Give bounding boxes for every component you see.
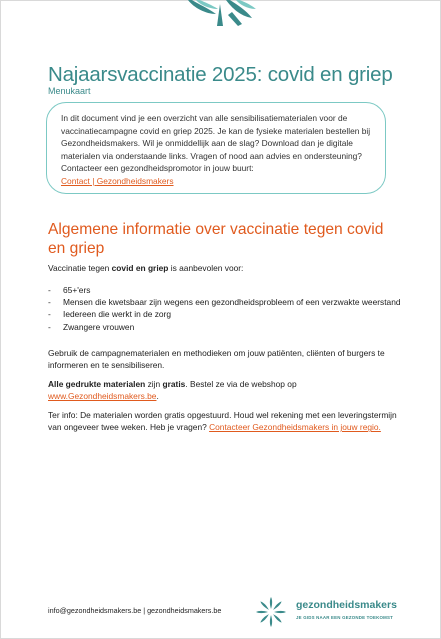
intro-box	[46, 102, 386, 194]
info-text: Ter info: De materialen worden gratis opgestuurd. Houd wel rekening met een leveringstermijn van ongeveer twee weken. Heb je vragen?	[48, 410, 397, 433]
brand-leaves-icon	[170, 0, 270, 28]
list-item	[48, 284, 408, 296]
bullet-dash: -	[48, 297, 51, 308]
contact-region-link[interactable]: Contacteer Gezondheidsmakers in jouw regio.	[209, 422, 381, 433]
gezondheidsmakers-link[interactable]: Gezondheidsmakers	[96, 175, 174, 186]
usage-paragraph	[48, 347, 408, 371]
bullet-dash: -	[48, 309, 51, 320]
target-groups-list	[48, 284, 408, 333]
page-title: Najaarsvaccinatie 2025: covid en griep	[48, 63, 393, 86]
section-title: Algemene informatie over vaccinatie tegen covid en griep	[48, 221, 384, 257]
webshop-after: .	[156, 391, 159, 402]
list-item-text: Mensen die kwetsbaar zijn wegens een gezondheidsprobleem of een verzwakte weerstand	[63, 297, 401, 308]
recommendation-suffix: is aanbevolen voor:	[168, 263, 244, 273]
list-item-text: Zwangere vrouwen	[63, 321, 135, 332]
list-item-text: Iedereen die werkt in de zorg	[63, 309, 172, 320]
footer-tagline: JE GIDS NAAR EEN GEZONDE TOEKOMST	[296, 615, 394, 620]
print-suffix: . Bestel ze via de webshop op	[185, 379, 297, 389]
link-separator: |	[89, 175, 97, 186]
intro-text: In dit document vind je een overzicht van alle sensibilisatiematerialen voor de vaccinatiecampagne covid en griep 2025. Je kan de fysieke materialen bestellen bij Gezondheidsmakers. Wil je onmiddellijk aan de slag? Download dan je digitale materialen via onderstaande links. Vragen of nood aan advies en ondersteuning? Contacteer een gezondheidspromotor in jouw buurt:	[61, 113, 371, 174]
bullet-dash: -	[48, 321, 51, 332]
contact-link[interactable]: Contact	[61, 175, 90, 186]
list-item	[48, 321, 408, 333]
usage-text: Gebruik de campagnematerialen en methodieken om jouw patiënten, cliënten of burgers te informeren en te sensibiliseren.	[48, 348, 385, 371]
print-bold-materials: Alle gedrukte materialen	[48, 379, 146, 389]
list-item-text: 65+'ers	[63, 285, 91, 295]
footer-brand: gezondheidsmakers	[296, 599, 397, 611]
recommendation-paragraph	[48, 262, 408, 274]
print-mid: zijn	[145, 379, 163, 389]
recommendation-bold: covid en griep	[111, 263, 169, 273]
webshop-link[interactable]: www.Gezondheidsmakers.be	[48, 391, 157, 402]
footer-contact: info@gezondheidsmakers.be | gezondheidsmakers.be	[48, 606, 222, 615]
list-item	[48, 308, 408, 320]
bullet-dash: -	[48, 285, 51, 295]
print-bold-free: gratis	[162, 379, 186, 389]
info-paragraph	[48, 409, 408, 433]
list-item	[48, 296, 408, 308]
page-subtitle: Menukaart	[48, 86, 91, 96]
gezondheidsmakers-logo-icon	[254, 596, 288, 628]
print-paragraph	[48, 378, 408, 402]
recommendation-prefix: Vaccinatie tegen	[48, 263, 112, 273]
